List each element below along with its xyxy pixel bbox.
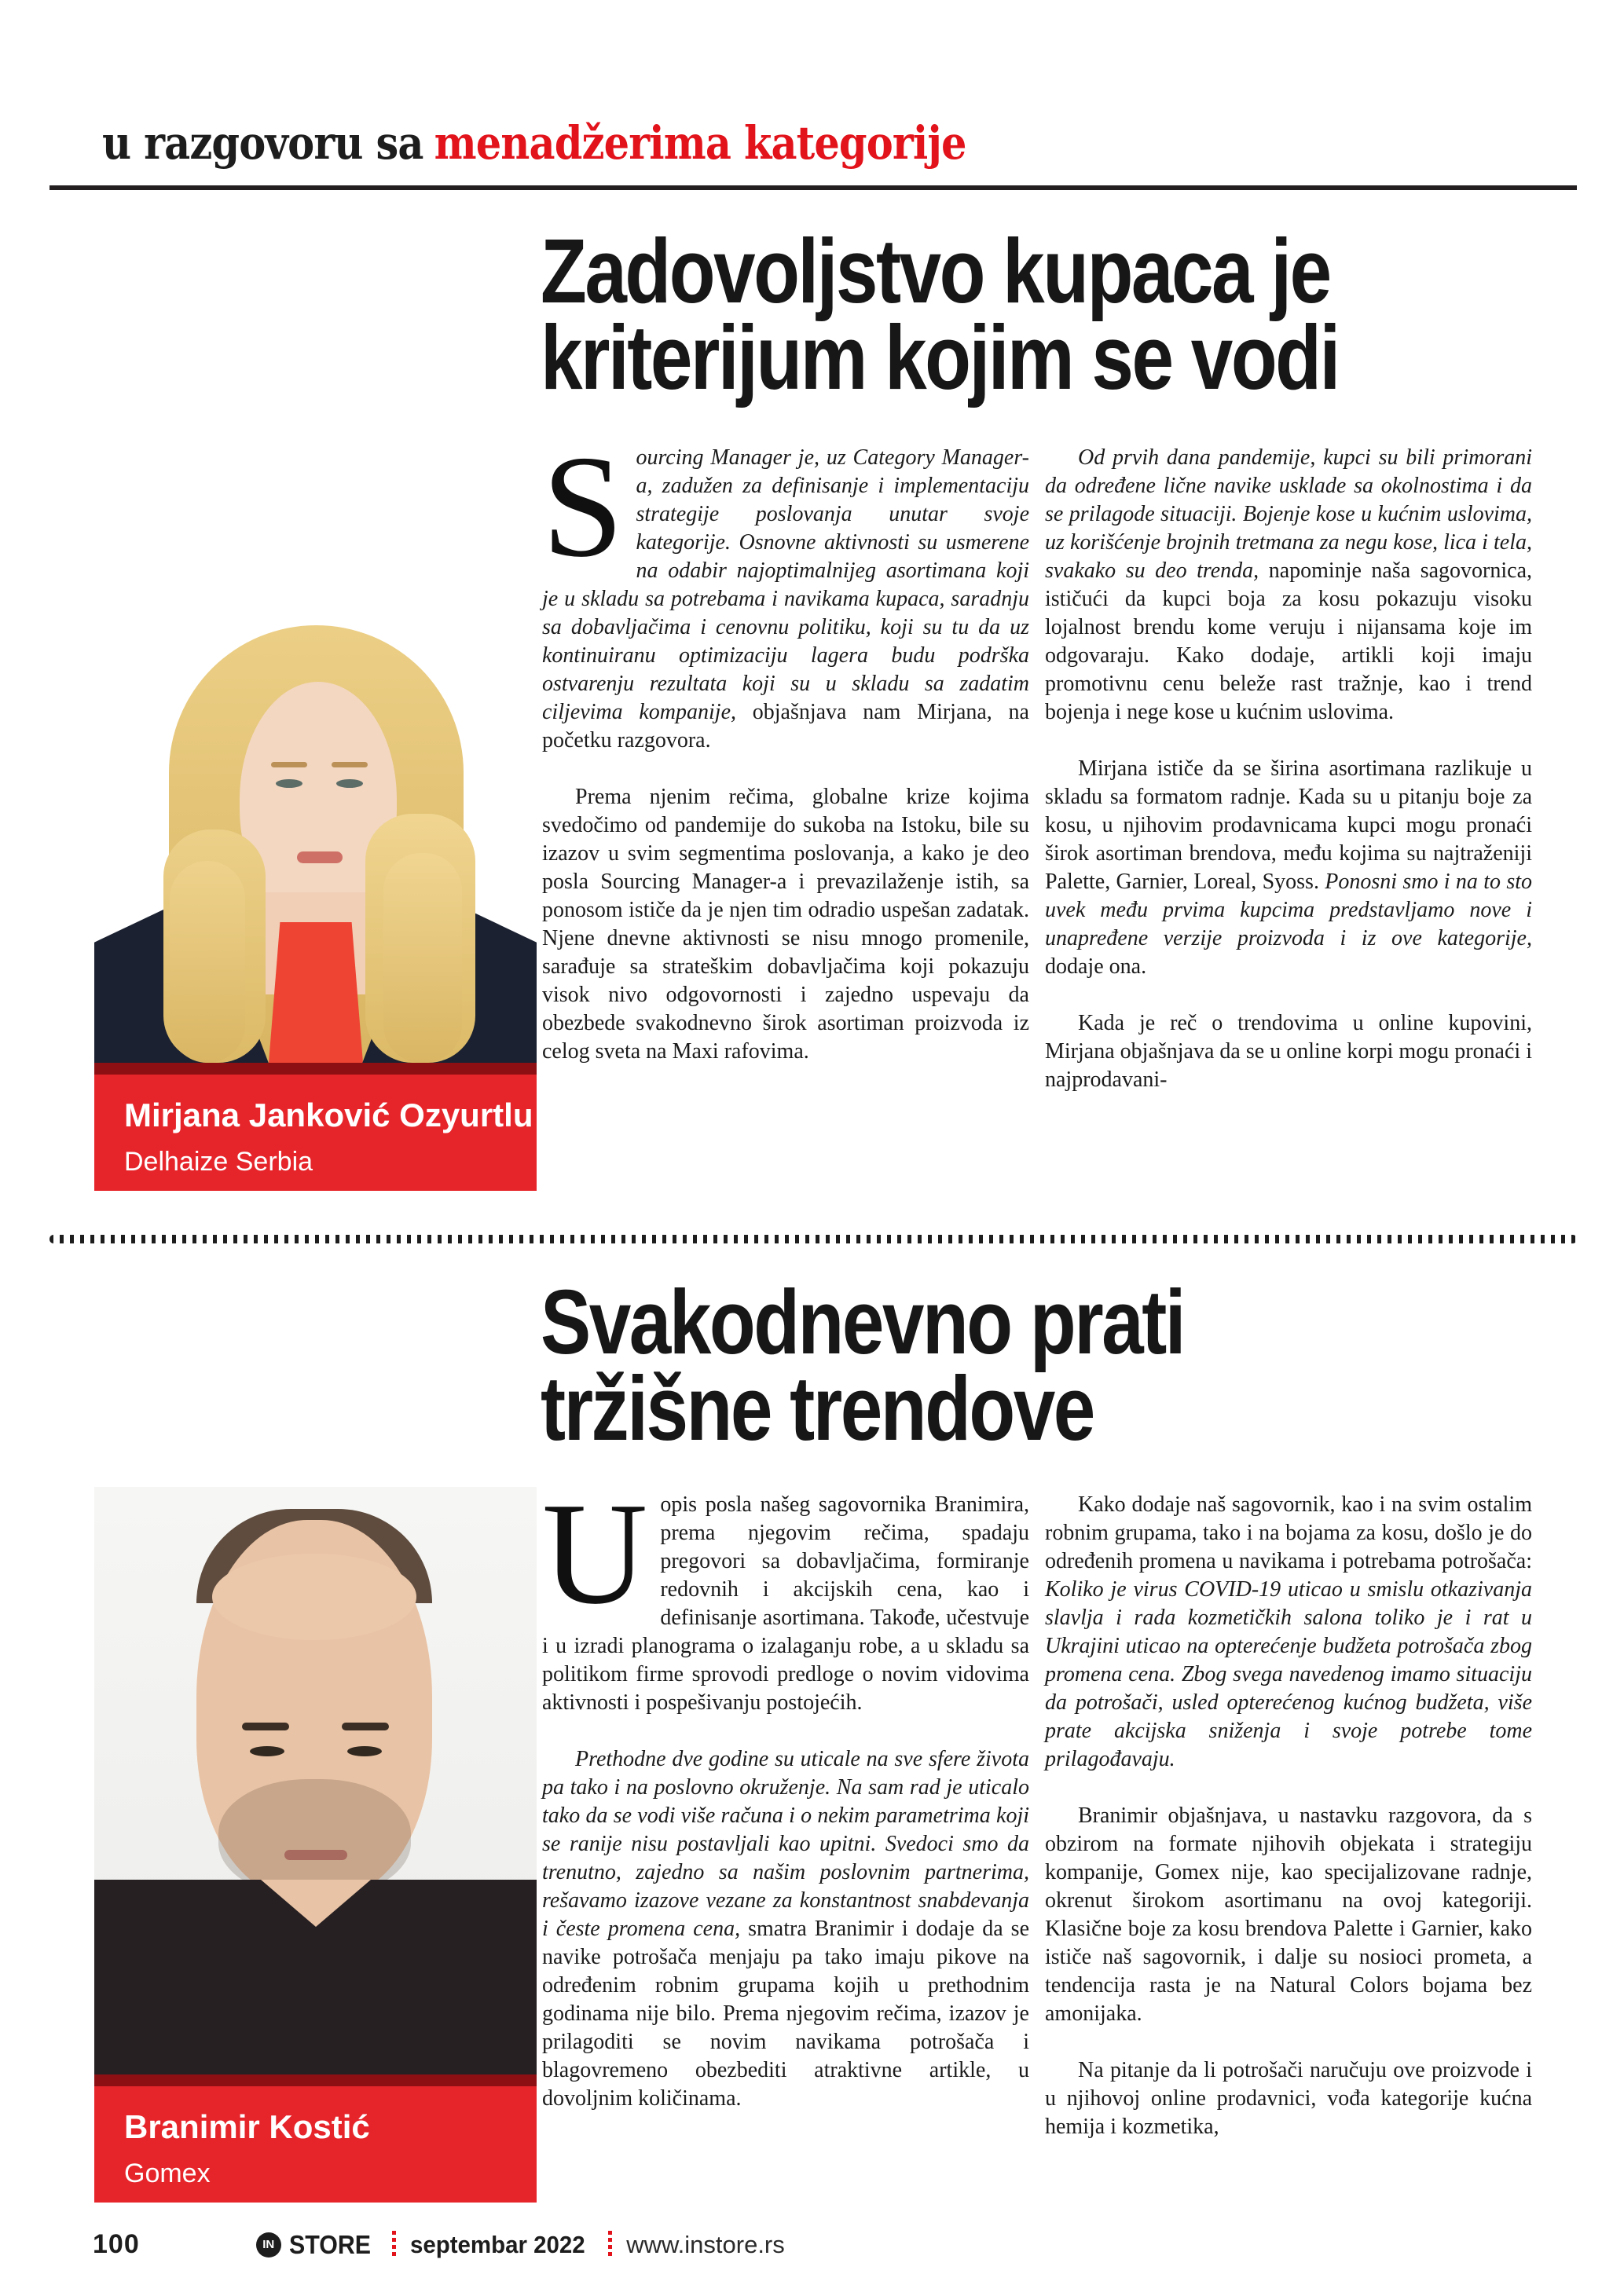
paragraph-italic-text: Prethodne dve godine su uticale na sve sfere života pa tako i na poslovno okruženje. Na sam rad je uticalo tako da se vodi više računa i o nekim parametrima koji se ranije nisu postavljali kao upitni. Svedoci smo da trenutno, zajedno sa našim poslovnim partnerima, rešavamo izazove vezane za konstantnost snabdevanja i česte promena cena, [542, 1747, 1029, 1941]
paragraph-italic-text: Od prvih dana pandemije, kupci su bili primorani da određene lične navike usklade sa okolnostima i da se prilagode situaciji. Bojenje kose u kućnim uslovima, uz korišćenje brojnih tretmana za negu kose, lica i tela, svakako su deo trenda, [1045, 445, 1532, 583]
article1-title-line1: Zadovoljstvo kupaca je [541, 220, 1330, 322]
person-name: Branimir Kostić [124, 2108, 370, 2145]
red-blouse-shape [269, 922, 363, 1063]
caption-accent-strip [94, 1063, 537, 1075]
website-url: www.instore.rs [626, 2230, 785, 2258]
paragraph: Kada je reč o trendovima u online kupovini, Mirjana objašnjava da se u online korpi mogu pronaći i najprodavani- [1045, 1011, 1532, 1092]
article2-column1 [542, 1473, 1029, 2113]
dropcap-letter: S [542, 426, 624, 588]
paragraph-regular-text: objašnjava nam Mirjana, na početku razgovora. [542, 700, 1029, 753]
paragraph [542, 1473, 1029, 1717]
article1-title [541, 220, 1339, 408]
forehead-shape [212, 1554, 416, 1640]
eye-shape [250, 1746, 284, 1756]
article2-title-line2: tržišne trendove [541, 1357, 1094, 1459]
eyebrow-shape [342, 1723, 389, 1730]
kicker-black-text: u razgovoru sa [102, 116, 423, 170]
paragraph-regular-text: opis posla našeg sagovornika Branimira, prema njegovim rečima, spadaju pregovori sa dobavljačima, formiranje redovnih i akcijskih cena, kao i definisanje asortimana. Takođe, učestvuje i u izradi planograma o izalaganju robe, a u skladu sa politikom firme sprovodi predloge o novim vidovima aktivnosti i pospešivanju postojećih. [542, 1492, 1029, 1715]
branimir-caption [94, 2086, 537, 2203]
paragraph-italic-text: Ponosni smo i na to sto uvek među prvima kupcima predstavljamo nove i unapređene verzije proizvoda i iz ove kategorije, [1045, 870, 1532, 950]
article2-column2 [1045, 1491, 1532, 2141]
footer-divider [608, 2231, 612, 2259]
eyebrow-shape [271, 762, 307, 767]
paragraph: Branimir objašnjava, u nastavku razgovora, da s obzirom na formate njihovih objekata i strategiju kompanije, Gomex nije, kao specijalizovane radnje, okrenut širokom asortimanu na ovoj kategoriji. Klasične boje za kosu brendova Palette i Garnier, kako ističe naš sagovornik, i dalje su nosioci prometa, a tendencija rasta je na Natural Colors bojama bez amonijaka. [1045, 1803, 1532, 2026]
store-logo-text: STORE [288, 2229, 371, 2259]
paragraph-regular-text: napominje naša sagovornica, ističući da kupci boja za kosu pokazuju visoku lojalnost brendu kome veruju i nijansama koje im odgovaraju. Kako dodaje, artikli koji imaju promotivnu cenu beleže rast tražnje, kao i trend bojenja i nege kose u kućnim uslovima. [1045, 558, 1532, 724]
paragraph: Na pitanje da li potrošači naručuju ove proizvode i u njihovoj online prodavnici, vođa kategorije kućna hemija i kozmetika, [1045, 2058, 1532, 2139]
article2-title-line1: Svakodnevno prati [541, 1271, 1185, 1373]
footer-divider [392, 2231, 396, 2259]
mirjana-caption [94, 1075, 537, 1191]
paragraph-regular-text: Kako dodaje naš sagovornik, kao i na svim ostalim robnim grupama, tako i na bojama za kosu, došlo je do određenih promena u navikama i potrebama potrošača: [1045, 1492, 1532, 1573]
paragraph-regular-text: dodaje ona. [1045, 954, 1147, 979]
paragraph-regular-text: Mirjana ističe da se širina asortimana razlikuje u skladu sa formatom radnje. Kada su u pitanju boje za kosu, u njihovim prodavnicama kupci mogu pronaći širok asortiman brendova, među kojima su najtraženiji Palette, Garnier, Loreal, Syoss. [1045, 756, 1532, 894]
eye-shape [276, 779, 302, 788]
page-footer [93, 2229, 785, 2260]
kicker-red-text: menadžerima kategorije [434, 116, 966, 170]
paragraph [1045, 1491, 1532, 1774]
hair-strand-shape [383, 853, 462, 1063]
paragraph [542, 426, 1029, 755]
paragraph [1045, 444, 1532, 727]
eyebrow-shape [332, 762, 368, 767]
person-company: Gomex [124, 2159, 211, 2188]
paragraph [542, 1745, 1029, 2113]
paragraph-regular-text: smatra Branimir i dodaje da se navike potrošača menjaju pa tako imaju pikove na određenim robnim grupama kojih u prethodnim godinama nije bilo. Prema njegovim rečima, izazov je prilagoditi se novim navikama potrošača i blagovremeno obezbediti atraktivne artikle, u dovoljnim količinama. [542, 1917, 1029, 2111]
branimir-photo [94, 1487, 537, 2074]
hair-strand-shape [170, 861, 245, 1063]
caption-accent-strip [94, 2074, 537, 2086]
instore-logo-icon: IN [256, 2232, 281, 2258]
article1-title-line2: kriterijum kojim se vodi [541, 306, 1339, 408]
paragraph-italic-text: Koliko je virus COVID-19 uticao u smislu otkazivanja slavlja i rada kozmetičkih salona toliko je i rat u Ukrajini uticao na opterećenje budžeta potrošača zbog promena cena. Zbog svega navedenog imamo situaciju da potrošači, usled opterećenog kućnog budžeta, više prate akcijska sniženja i svoje potrebe tome prilagođavaju. [1045, 1577, 1532, 1771]
mirjana-photo [94, 233, 537, 1063]
eye-shape [347, 1746, 382, 1756]
section-kicker [102, 116, 966, 170]
dotted-divider [49, 1235, 1577, 1243]
article2-title [541, 1271, 1185, 1459]
person-name: Mirjana Janković Ozyurtlu [124, 1097, 533, 1133]
dropcap-letter: U [542, 1473, 648, 1635]
page-number: 100 [93, 2229, 140, 2259]
article1-column1 [542, 426, 1029, 1066]
paragraph-italic-text: ourcing Manager je, uz Category Manager-a, zadužen za definisanje i implementaciju strategije poslovanja unutar svoje kategorije. Osnovne aktivnosti su usmerene na odabir najoptimalnijeg asortimana koji je u skladu sa potrebama i navikama kupaca, saradnju sa dobavljačima i cenovnu politiku, koji su tu da uz kontinuiranu optimizaciju lagera budu podrška ostvarenju rezultata koji su u skladu sa zadatim ciljevima kompanije, [542, 445, 1029, 724]
eye-shape [336, 779, 363, 788]
article1-column2 [1045, 444, 1532, 1094]
person-company: Delhaize Serbia [124, 1147, 313, 1177]
lips-shape [297, 851, 343, 863]
paragraph: Prema njenim rečima, globalne krize kojima svedočimo od pandemije do sukoba na Istoku, bile su izazov u svim segmentima poslovanja, a kako je deo posla Sourcing Manager-a i prevazilaženje istih, sa ponosom ističe da je njen tim odradio uspešan zadatak. Njene dnevne aktivnosti se nisu mnogo promenile, sarađuje sa strateškim dobavljačima koji pokazuju visok nivo odgovornosti i zajedno uspevaju da obezbede svakodnevno širok asortiman proizvoda iz celog sveta na Maxi rafovima. [542, 785, 1029, 1064]
mouth-shape [284, 1850, 347, 1860]
header-rule [49, 185, 1577, 190]
paragraph [1045, 755, 1532, 981]
issue-date: septembar 2022 [409, 2230, 585, 2258]
eyebrow-shape [242, 1723, 289, 1730]
